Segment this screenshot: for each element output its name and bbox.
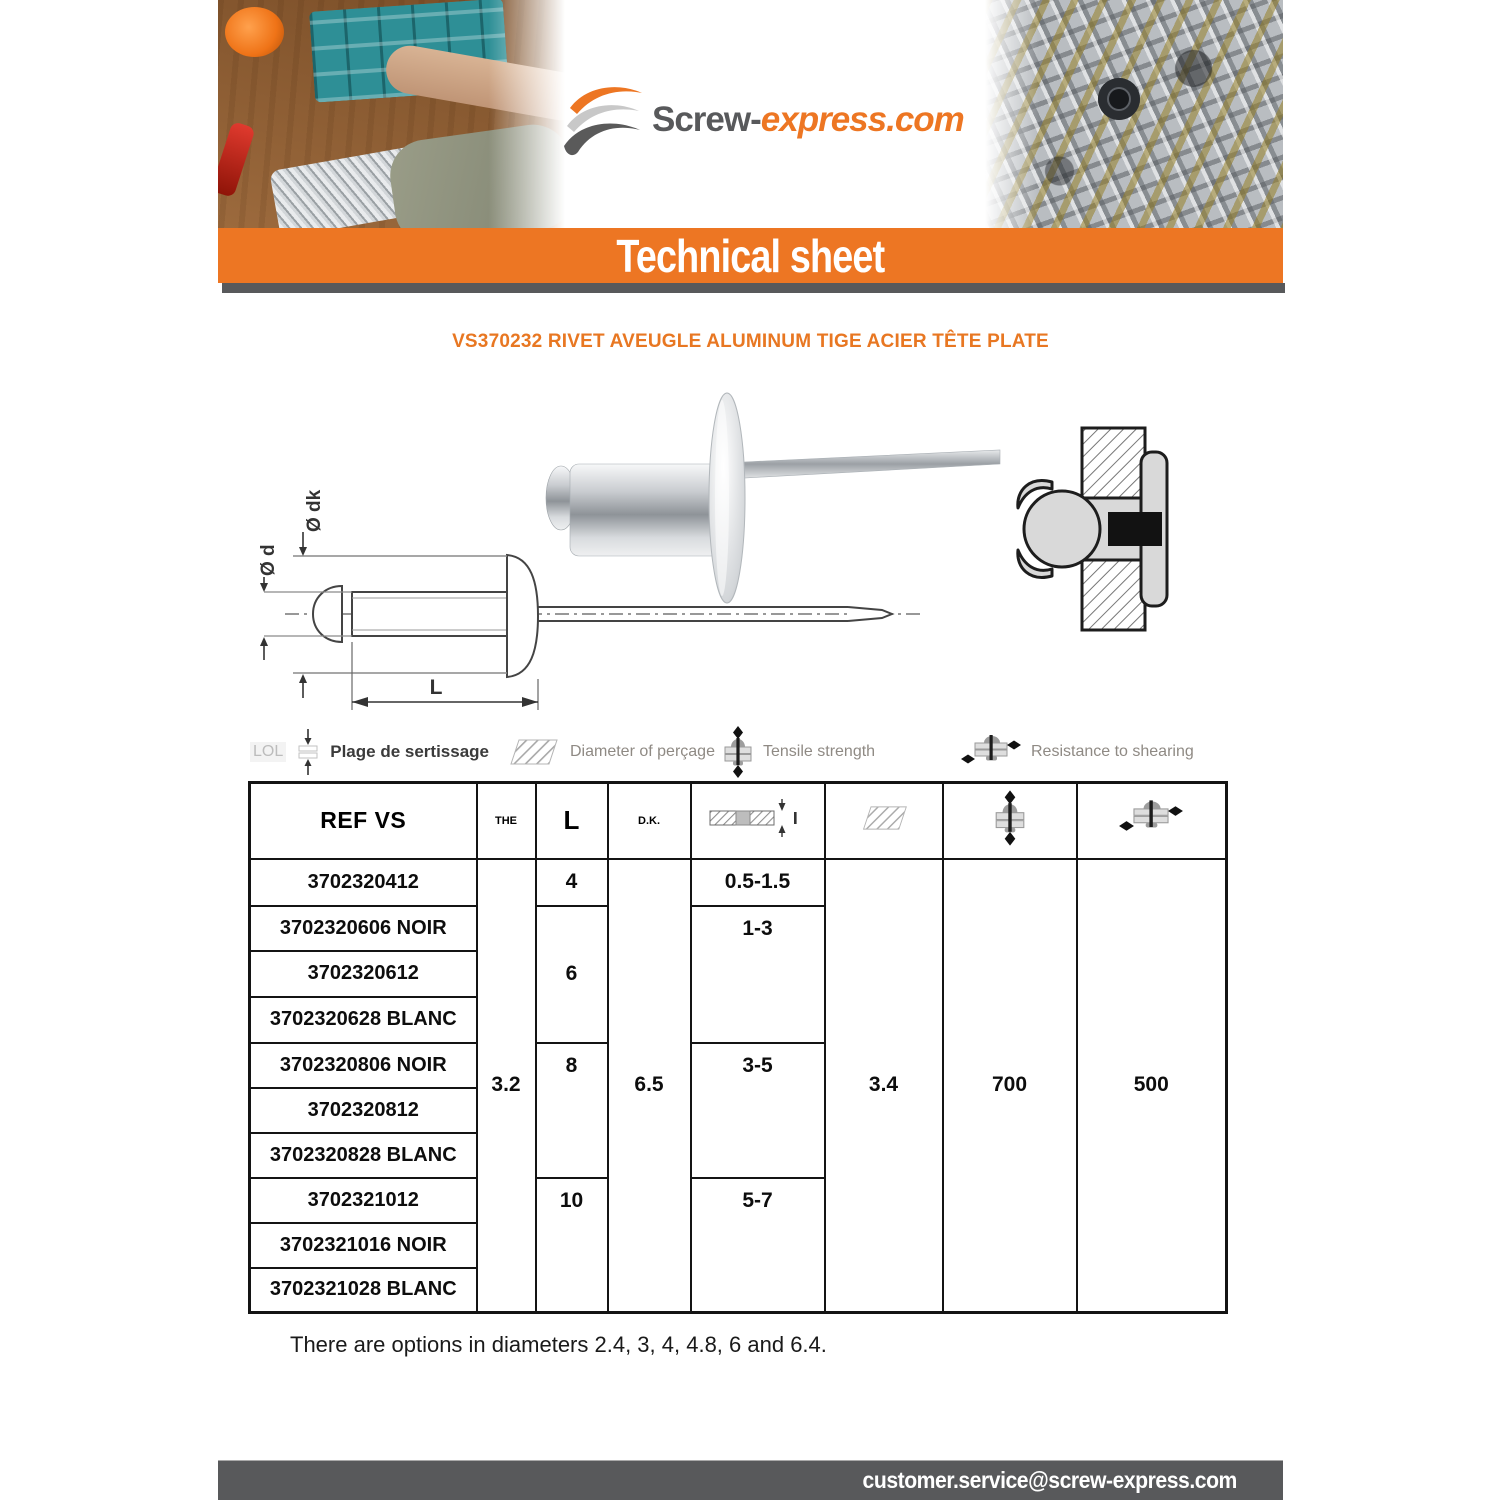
shear-resistance-icon bbox=[960, 731, 1022, 773]
legend-item-grip-range bbox=[250, 726, 489, 778]
rivet-photo bbox=[546, 393, 1000, 603]
legend-prefix: LOL bbox=[250, 742, 286, 762]
table-row bbox=[250, 859, 1227, 906]
ref-cell: 3702320828 BLANC bbox=[250, 1133, 477, 1178]
brand-logo bbox=[556, 78, 964, 162]
legend-label: Resistance to shearing bbox=[1031, 743, 1194, 760]
length-cell: 4 bbox=[536, 859, 608, 906]
ref-cell: 3702321012 bbox=[250, 1178, 477, 1223]
grip-range-cell: 3-5 bbox=[691, 1043, 825, 1178]
logo-text-orange: express.com bbox=[760, 100, 964, 139]
dim-dk-label: Ø dk bbox=[304, 489, 325, 532]
shear-resistance-icon bbox=[1118, 796, 1184, 841]
logo-text bbox=[652, 100, 964, 140]
screw-pile-shape bbox=[269, 144, 438, 228]
header-dk: D.K. bbox=[608, 783, 691, 859]
header-tensile-strength bbox=[943, 783, 1077, 859]
length-cell: 6 bbox=[536, 906, 608, 1043]
header-drill-diameter bbox=[825, 783, 943, 859]
diagram-area bbox=[230, 380, 1290, 725]
ref-cell: 3702321016 NOIR bbox=[250, 1223, 477, 1268]
ref-cell: 3702320806 NOIR bbox=[250, 1043, 477, 1088]
drill-diameter-icon bbox=[505, 738, 561, 766]
header-grip-range bbox=[691, 783, 825, 859]
legend-item-drill-diameter bbox=[505, 726, 715, 778]
legend-label: Tensile strength bbox=[763, 743, 876, 760]
spec-table bbox=[248, 781, 1228, 1314]
header-l: L bbox=[536, 783, 608, 859]
tensile-strength-cell: 700 bbox=[943, 859, 1077, 1313]
grip-range-cell: 1-3 bbox=[691, 906, 825, 1043]
ref-cell: 3702320412 bbox=[250, 859, 477, 906]
drill-diameter-cell: 3.4 bbox=[825, 859, 943, 1313]
sleeve-shape bbox=[385, 120, 565, 228]
tensile-strength-icon bbox=[722, 726, 754, 778]
ref-cell: 3702321028 BLANC bbox=[250, 1268, 477, 1313]
header-ref: REF VS bbox=[250, 783, 477, 859]
washer-shape bbox=[1098, 78, 1140, 120]
product-title: VS370232 RIVET AVEUGLE ALUMINUM TIGE ACIER TÊTE PLATE bbox=[452, 331, 1049, 352]
rivet-diagram bbox=[230, 380, 1290, 725]
ref-cell: 3702320612 bbox=[250, 951, 477, 997]
length-cell: 10 bbox=[536, 1178, 608, 1313]
drill-diameter-icon bbox=[858, 805, 910, 831]
banner bbox=[218, 228, 1283, 283]
dim-d-label: Ø d bbox=[258, 544, 279, 576]
legend-item-shear bbox=[960, 726, 1194, 778]
logo-swoosh-icon bbox=[556, 80, 652, 160]
options-note: There are options in diameters 2.4, 3, 4, 4.8, 6 and 6.4. bbox=[290, 1332, 827, 1357]
banner-title: Technical sheet bbox=[616, 229, 885, 282]
legend bbox=[0, 726, 1500, 778]
header-photo-left bbox=[218, 0, 565, 228]
ref-cell: 3702320628 BLANC bbox=[250, 997, 477, 1043]
ref-cell: 3702320812 bbox=[250, 1088, 477, 1133]
header-the: THE bbox=[477, 783, 536, 859]
tensile-strength-icon bbox=[993, 790, 1027, 846]
length-cell: 8 bbox=[536, 1043, 608, 1178]
grip-range-cell: 0.5-1.5 bbox=[691, 859, 825, 906]
arm-shape bbox=[382, 42, 565, 124]
table-header-row bbox=[250, 783, 1227, 859]
grip-range-icon bbox=[295, 729, 321, 775]
banner-underline bbox=[222, 283, 1285, 293]
logo-text-dark: Screw- bbox=[652, 100, 761, 139]
rivet-line-drawing bbox=[264, 555, 920, 677]
dim-l-label: L bbox=[429, 676, 443, 699]
organizer-box-shape bbox=[309, 0, 509, 102]
rivet-cross-section bbox=[1018, 428, 1167, 630]
header-shear-resistance bbox=[1077, 783, 1227, 859]
spec-table-body bbox=[250, 859, 1227, 1313]
dk-value-cell: 6.5 bbox=[608, 859, 691, 1313]
ref-cell: 3702320606 NOIR bbox=[250, 906, 477, 952]
legend-label: Diameter of perçage bbox=[570, 743, 715, 760]
shear-resistance-cell: 500 bbox=[1077, 859, 1227, 1313]
grip-range-icon bbox=[706, 799, 810, 837]
legend-item-tensile bbox=[722, 726, 875, 778]
screwdriver-shape bbox=[218, 121, 256, 198]
footer-email: customer.service@screw-express.com bbox=[862, 1467, 1237, 1493]
tape-measure-shape bbox=[225, 7, 284, 57]
footer-bar bbox=[218, 1460, 1283, 1500]
the-value-cell: 3.2 bbox=[477, 859, 536, 1313]
grip-range-cell: 5-7 bbox=[691, 1178, 825, 1313]
legend-label: Plage de sertissage bbox=[330, 742, 490, 761]
header-photo-right bbox=[985, 0, 1283, 228]
